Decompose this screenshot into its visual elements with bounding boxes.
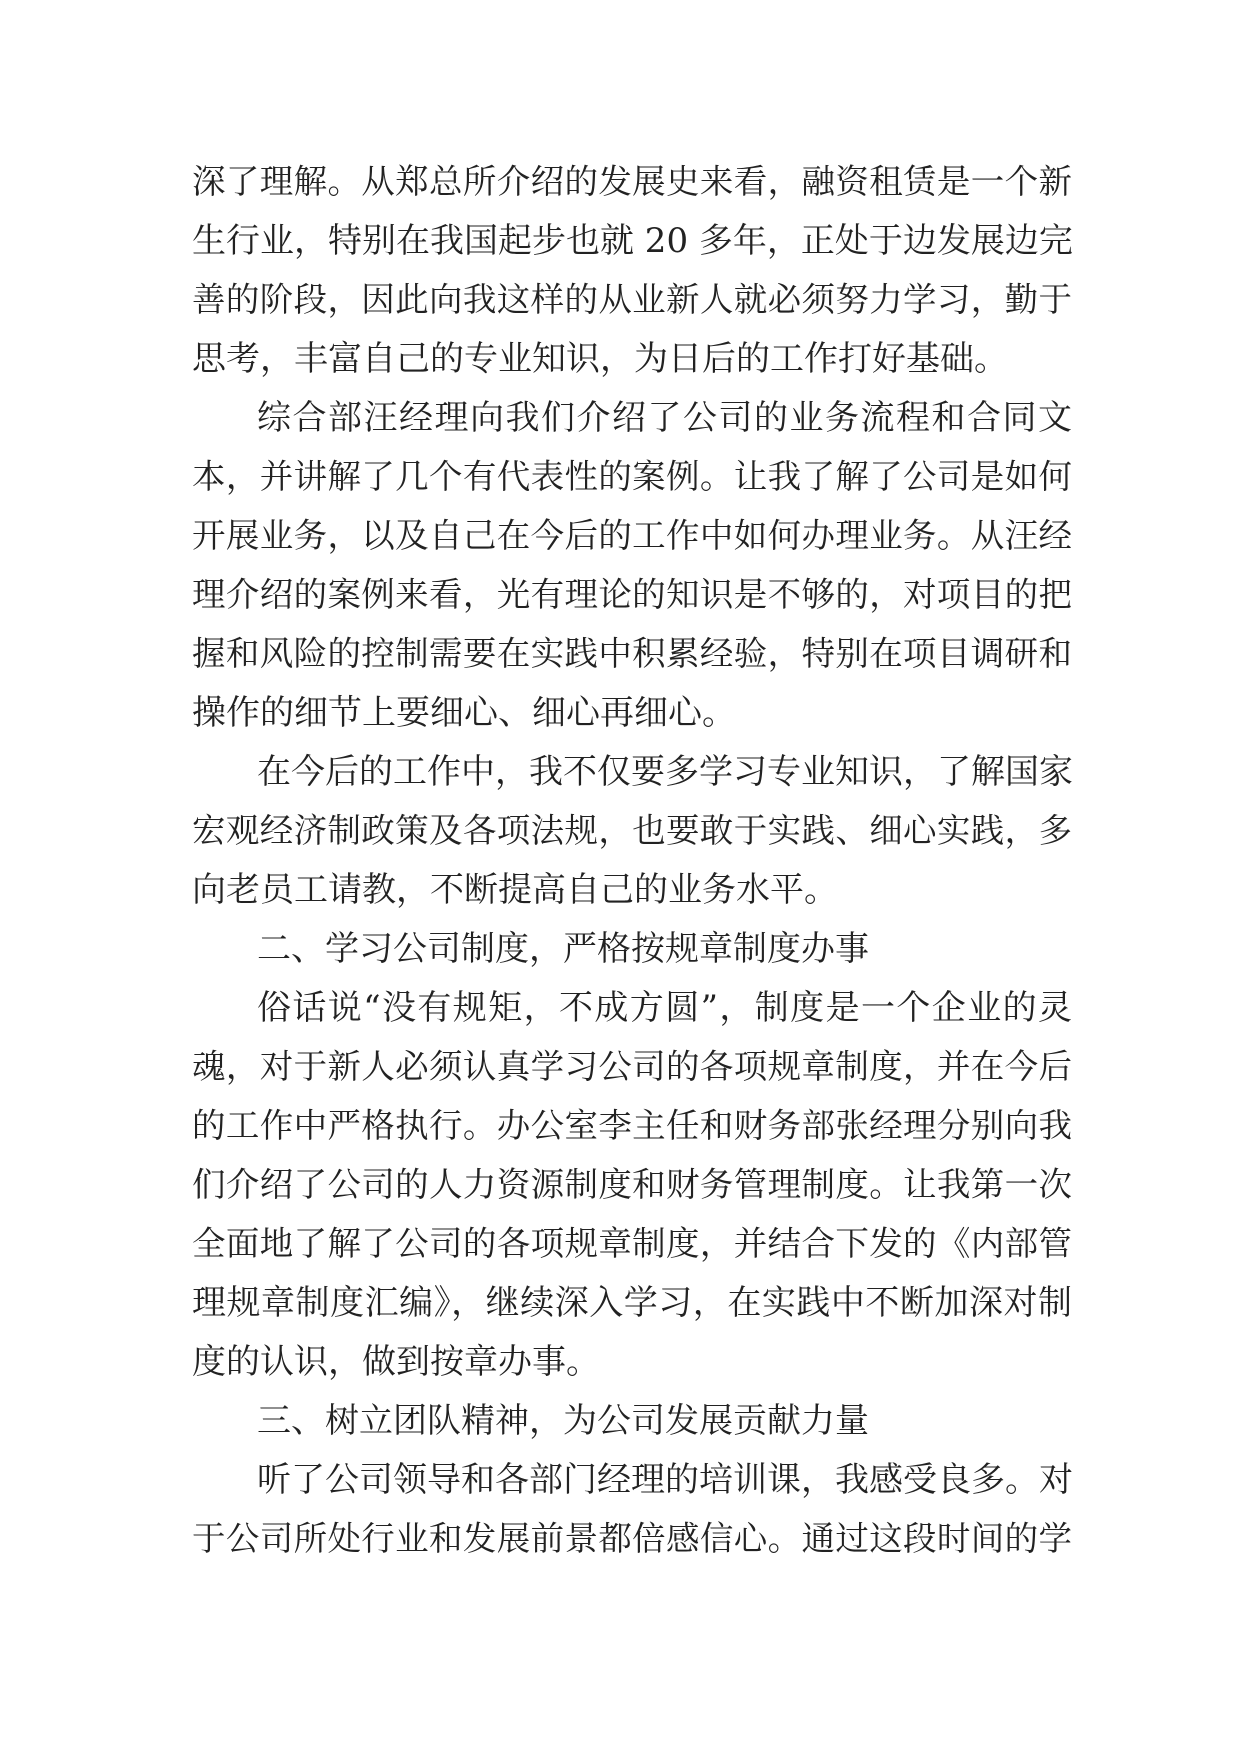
text-line-8: 理介绍的案例来看，光有理论的知识是不够的，对项目的把 bbox=[192, 575, 1072, 614]
text-line-4: 思考，丰富自己的专业知识，为日后的工作打好基础。 bbox=[192, 339, 1008, 379]
text-line-2: 生行业，特别在我国起步也就 20 多年，正处于边发展边完 bbox=[192, 221, 1073, 261]
text-line-11: 在今后的工作中，我不仅要多学习专业知识，了解国家 bbox=[257, 752, 1073, 792]
text-line-24: 于公司所处行业和发展前景都倍感信心。通过这段时间的学 bbox=[192, 1519, 1072, 1558]
text-line-9: 握和风险的控制需要在实践中积累经验，特别在项目调研和 bbox=[192, 634, 1072, 673]
text-line-3: 善的阶段，因此向我这样的从业新人就必须努力学习，勤于 bbox=[192, 280, 1072, 319]
text-line-20: 理规章制度汇编》，继续深入学习，在实践中不断加深对制 bbox=[192, 1283, 1072, 1323]
text-line-10: 操作的细节上要细心、细心再细心。 bbox=[192, 693, 736, 733]
text-line-21: 度的认识，做到按章办事。 bbox=[192, 1342, 600, 1382]
text-line-1: 深了理解。从郑总所介绍的发展史来看，融资租赁是一个新 bbox=[192, 162, 1072, 201]
section-heading-3: 三、树立团队精神，为公司发展贡献力量 bbox=[257, 1401, 869, 1441]
text-line-7: 开展业务，以及自己在今后的工作中如何办理业务。从汪经 bbox=[192, 516, 1072, 555]
text-line-5: 综合部汪经理向我们介绍了公司的业务流程和合同文 bbox=[257, 398, 1072, 438]
text-line-18: 们介绍了公司的人力资源制度和财务管理制度。让我第一次 bbox=[192, 1165, 1072, 1204]
text-line-6: 本，并讲解了几个有代表性的案例。让我了解了公司是如何 bbox=[192, 457, 1072, 496]
text-line-16: 魂，对于新人必须认真学习公司的各项规章制度，并在今后 bbox=[192, 1047, 1072, 1086]
text-line-12: 宏观经济制政策及各项法规，也要敢于实践、细心实践，多 bbox=[192, 811, 1072, 850]
text-line-19: 全面地了解了公司的各项规章制度，并结合下发的《内部管 bbox=[192, 1224, 1072, 1263]
text-line-17: 的工作中严格执行。办公室李主任和财务部张经理分别向我 bbox=[192, 1106, 1072, 1145]
text-line-15: 俗话说“没有规矩，不成方圆”，制度是一个企业的灵 bbox=[257, 988, 1072, 1028]
text-line-13: 向老员工请教，不断提高自己的业务水平。 bbox=[192, 870, 838, 910]
text-line-23: 听了公司领导和各部门经理的培训课，我感受良多。对 bbox=[257, 1460, 1073, 1500]
section-heading-2: 二、学习公司制度，严格按规章制度办事 bbox=[257, 929, 869, 969]
